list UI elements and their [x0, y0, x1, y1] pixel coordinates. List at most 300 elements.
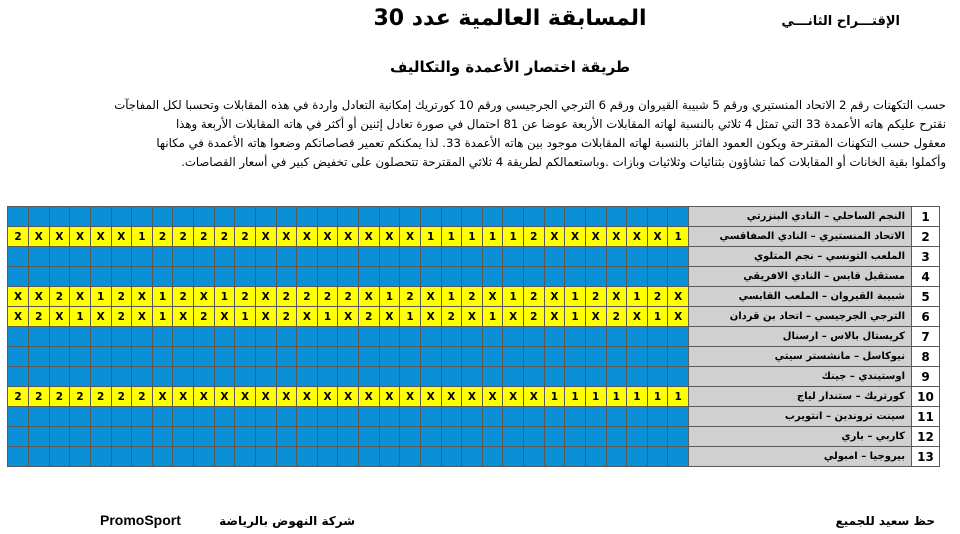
prediction-cell: X — [503, 387, 524, 407]
match-name: النجم الساحلي – النادي البنزرتي — [689, 207, 912, 227]
empty-cell — [338, 447, 359, 467]
prediction-cell: 1 — [627, 287, 648, 307]
prediction-cell: 1 — [565, 387, 586, 407]
empty-cell — [565, 367, 586, 387]
empty-cell — [462, 207, 483, 227]
prediction-cell: 2 — [317, 287, 338, 307]
prediction-cell: X — [194, 387, 215, 407]
empty-cell — [132, 207, 153, 227]
empty-cell — [585, 247, 606, 267]
prediction-cell: X — [276, 387, 297, 407]
empty-cell — [49, 207, 70, 227]
empty-cell — [647, 207, 668, 227]
empty-cell — [379, 207, 400, 227]
empty-cell — [503, 327, 524, 347]
empty-cell — [606, 347, 627, 367]
prediction-cell: 1 — [544, 387, 565, 407]
prediction-cell: 2 — [173, 227, 194, 247]
prediction-cell: X — [255, 387, 276, 407]
empty-cell — [8, 447, 29, 467]
prediction-cell: X — [379, 307, 400, 327]
empty-cell — [235, 447, 256, 467]
row-number: 8 — [912, 347, 940, 367]
empty-cell — [70, 247, 91, 267]
empty-cell — [544, 367, 565, 387]
prediction-cell: 2 — [359, 307, 380, 327]
prediction-cell: 1 — [235, 307, 256, 327]
empty-cell — [503, 347, 524, 367]
empty-cell — [214, 267, 235, 287]
empty-cell — [606, 327, 627, 347]
prediction-cell: 1 — [420, 227, 441, 247]
empty-cell — [647, 367, 668, 387]
empty-cell — [70, 367, 91, 387]
prediction-cell: 1 — [668, 387, 689, 407]
empty-cell — [503, 427, 524, 447]
empty-cell — [503, 407, 524, 427]
empty-cell — [90, 247, 111, 267]
empty-cell — [503, 367, 524, 387]
empty-cell — [214, 367, 235, 387]
prediction-cell: X — [338, 227, 359, 247]
empty-cell — [544, 347, 565, 367]
empty-cell — [441, 347, 462, 367]
empty-cell — [420, 347, 441, 367]
prediction-cell: X — [359, 387, 380, 407]
empty-cell — [276, 207, 297, 227]
match-name: كاربي – باري — [689, 427, 912, 447]
prediction-cell: X — [194, 287, 215, 307]
empty-cell — [482, 367, 503, 387]
prediction-cell: X — [606, 287, 627, 307]
empty-cell — [70, 447, 91, 467]
empty-cell — [235, 207, 256, 227]
prediction-cell: 2 — [606, 307, 627, 327]
prediction-cell: 2 — [132, 387, 153, 407]
empty-cell — [194, 207, 215, 227]
empty-cell — [462, 327, 483, 347]
prediction-cell: 1 — [482, 307, 503, 327]
prediction-cell: X — [152, 387, 173, 407]
empty-cell — [70, 347, 91, 367]
empty-cell — [317, 267, 338, 287]
empty-cell — [297, 347, 318, 367]
empty-cell — [297, 207, 318, 227]
empty-cell — [544, 267, 565, 287]
empty-cell — [90, 367, 111, 387]
prediction-cell: X — [668, 287, 689, 307]
prediction-cell: 2 — [462, 287, 483, 307]
empty-cell — [482, 447, 503, 467]
grid-row — [8, 407, 940, 427]
empty-cell — [544, 247, 565, 267]
row-number: 1 — [912, 207, 940, 227]
prediction-cell: 2 — [194, 307, 215, 327]
empty-cell — [524, 347, 545, 367]
prediction-cell: X — [90, 227, 111, 247]
empty-cell — [668, 347, 689, 367]
prediction-cell: X — [359, 227, 380, 247]
prediction-cell: 2 — [647, 287, 668, 307]
empty-cell — [132, 367, 153, 387]
empty-cell — [214, 207, 235, 227]
grid-row — [8, 327, 940, 347]
empty-cell — [297, 427, 318, 447]
prediction-cell: X — [111, 227, 132, 247]
empty-cell — [49, 367, 70, 387]
empty-cell — [503, 267, 524, 287]
prediction-cell: 1 — [441, 287, 462, 307]
prediction-cell: X — [668, 307, 689, 327]
row-number: 2 — [912, 227, 940, 247]
match-name: الملعب التونسي – نجم المتلوي — [689, 247, 912, 267]
empty-cell — [462, 427, 483, 447]
prediction-cell: X — [544, 307, 565, 327]
empty-cell — [627, 407, 648, 427]
empty-cell — [49, 247, 70, 267]
empty-cell — [194, 427, 215, 447]
empty-cell — [359, 207, 380, 227]
empty-cell — [152, 447, 173, 467]
empty-cell — [400, 427, 421, 447]
empty-cell — [565, 267, 586, 287]
empty-cell — [276, 447, 297, 467]
prediction-cell: X — [400, 387, 421, 407]
prediction-cell: X — [29, 287, 50, 307]
prediction-cell: X — [544, 287, 565, 307]
match-name: الترجي الجرجيسي – اتحاد بن قردان — [689, 307, 912, 327]
empty-cell — [255, 327, 276, 347]
empty-cell — [420, 267, 441, 287]
empty-cell — [400, 267, 421, 287]
empty-cell — [152, 407, 173, 427]
prediction-cell: 1 — [152, 287, 173, 307]
empty-cell — [235, 247, 256, 267]
empty-cell — [152, 207, 173, 227]
prediction-cell: 1 — [503, 227, 524, 247]
grid-row — [8, 307, 940, 327]
empty-cell — [29, 447, 50, 467]
empty-cell — [482, 247, 503, 267]
empty-cell — [317, 447, 338, 467]
empty-cell — [235, 327, 256, 347]
empty-cell — [111, 367, 132, 387]
empty-cell — [668, 427, 689, 447]
empty-cell — [400, 247, 421, 267]
prediction-cell: 1 — [132, 227, 153, 247]
empty-cell — [627, 327, 648, 347]
empty-cell — [585, 367, 606, 387]
empty-cell — [544, 447, 565, 467]
prediction-cell: X — [214, 307, 235, 327]
empty-cell — [8, 347, 29, 367]
prediction-cell: X — [627, 227, 648, 247]
prediction-cell: 2 — [235, 287, 256, 307]
empty-cell — [359, 347, 380, 367]
empty-cell — [173, 267, 194, 287]
prediction-cell: X — [255, 307, 276, 327]
empty-cell — [255, 207, 276, 227]
prediction-cell: 1 — [565, 307, 586, 327]
prediction-cell: X — [606, 227, 627, 247]
empty-cell — [359, 407, 380, 427]
prediction-cell: 2 — [70, 387, 91, 407]
empty-cell — [503, 207, 524, 227]
empty-cell — [317, 247, 338, 267]
empty-cell — [194, 267, 215, 287]
prediction-cell: X — [49, 307, 70, 327]
grid-row — [8, 287, 940, 307]
prediction-cell: X — [585, 227, 606, 247]
empty-cell — [585, 327, 606, 347]
prediction-cell: X — [647, 227, 668, 247]
prediction-cell: 2 — [276, 287, 297, 307]
prediction-cell: X — [544, 227, 565, 247]
grid-row — [8, 247, 940, 267]
footer-luck: حظ سعيد للجميع — [835, 514, 935, 528]
prediction-cell: 2 — [90, 387, 111, 407]
empty-cell — [29, 367, 50, 387]
empty-cell — [565, 207, 586, 227]
empty-cell — [585, 347, 606, 367]
prediction-cell: 1 — [565, 287, 586, 307]
empty-cell — [173, 207, 194, 227]
empty-cell — [173, 427, 194, 447]
empty-cell — [317, 427, 338, 447]
prediction-cell: 1 — [647, 307, 668, 327]
prediction-cell: X — [70, 227, 91, 247]
empty-cell — [276, 247, 297, 267]
prediction-cell: X — [90, 307, 111, 327]
row-number: 5 — [912, 287, 940, 307]
empty-cell — [214, 447, 235, 467]
empty-cell — [49, 347, 70, 367]
footer-brand: PromoSport — [100, 512, 181, 528]
intro-line: نقترح عليكم هاته الأعمدة 33 التي تمثل 4 ثلاثي بالنسبة لهاته المقابلات الأربعة عوضا عن 81 احتمال في صورة تعادل إثنين أو أكثر في هاته المقابلات الأربعة وهذا — [175, 117, 946, 131]
row-number: 7 — [912, 327, 940, 347]
empty-cell — [8, 407, 29, 427]
empty-cell — [565, 407, 586, 427]
match-name: الاتحاد المنستيري – النادي الصفاقسي — [689, 227, 912, 247]
empty-cell — [173, 367, 194, 387]
prediction-cell: 1 — [317, 307, 338, 327]
empty-cell — [297, 327, 318, 347]
prediction-cell: 1 — [503, 287, 524, 307]
empty-cell — [441, 267, 462, 287]
empty-cell — [49, 447, 70, 467]
empty-cell — [29, 407, 50, 427]
empty-cell — [379, 407, 400, 427]
prediction-cell: X — [379, 227, 400, 247]
empty-cell — [338, 407, 359, 427]
match-name: مستقبل قابس – النادي الافريقي — [689, 267, 912, 287]
empty-cell — [49, 267, 70, 287]
match-name: اوستيندي – جينك — [689, 367, 912, 387]
empty-cell — [90, 447, 111, 467]
empty-cell — [29, 327, 50, 347]
grid-row — [8, 207, 940, 227]
prediction-cell: 2 — [297, 287, 318, 307]
empty-cell — [544, 407, 565, 427]
empty-cell — [400, 367, 421, 387]
empty-cell — [49, 327, 70, 347]
prediction-cell: 2 — [111, 387, 132, 407]
empty-cell — [338, 247, 359, 267]
empty-cell — [214, 407, 235, 427]
prediction-cell: X — [400, 227, 421, 247]
empty-cell — [606, 247, 627, 267]
empty-cell — [606, 207, 627, 227]
empty-cell — [524, 427, 545, 447]
empty-cell — [235, 407, 256, 427]
empty-cell — [441, 207, 462, 227]
empty-cell — [359, 447, 380, 467]
empty-cell — [235, 367, 256, 387]
empty-cell — [90, 327, 111, 347]
empty-cell — [441, 367, 462, 387]
empty-cell — [194, 347, 215, 367]
empty-cell — [524, 267, 545, 287]
grid-row — [8, 347, 940, 367]
page-subtitle: طريقة اختصار الأعمدة والتكاليف — [389, 58, 631, 76]
prediction-cell: 2 — [235, 227, 256, 247]
empty-cell — [482, 347, 503, 367]
empty-cell — [647, 247, 668, 267]
empty-cell — [317, 207, 338, 227]
empty-cell — [90, 207, 111, 227]
row-number: 3 — [912, 247, 940, 267]
prediction-cell: 2 — [276, 307, 297, 327]
empty-cell — [194, 447, 215, 467]
empty-cell — [565, 347, 586, 367]
empty-cell — [627, 267, 648, 287]
prediction-cell: 1 — [441, 227, 462, 247]
prediction-cell: X — [255, 287, 276, 307]
empty-cell — [668, 327, 689, 347]
empty-cell — [111, 427, 132, 447]
prediction-cell: X — [359, 287, 380, 307]
prediction-cell: X — [132, 307, 153, 327]
empty-cell — [29, 347, 50, 367]
empty-cell — [420, 447, 441, 467]
prediction-cell: 2 — [49, 287, 70, 307]
empty-cell — [90, 427, 111, 447]
empty-cell — [29, 247, 50, 267]
empty-cell — [359, 427, 380, 447]
row-number: 10 — [912, 387, 940, 407]
empty-cell — [8, 367, 29, 387]
row-number: 12 — [912, 427, 940, 447]
prediction-cell: X — [524, 387, 545, 407]
prediction-cell: X — [297, 307, 318, 327]
empty-cell — [359, 267, 380, 287]
empty-cell — [90, 267, 111, 287]
empty-cell — [255, 267, 276, 287]
prediction-cell: X — [482, 387, 503, 407]
empty-cell — [544, 327, 565, 347]
empty-cell — [359, 247, 380, 267]
empty-cell — [606, 447, 627, 467]
empty-cell — [462, 247, 483, 267]
empty-cell — [668, 367, 689, 387]
row-number: 9 — [912, 367, 940, 387]
prediction-cell: 2 — [585, 287, 606, 307]
empty-cell — [544, 207, 565, 227]
empty-cell — [173, 247, 194, 267]
empty-cell — [338, 267, 359, 287]
empty-cell — [8, 267, 29, 287]
empty-cell — [317, 407, 338, 427]
empty-cell — [90, 347, 111, 367]
empty-cell — [111, 327, 132, 347]
prediction-cell: X — [235, 387, 256, 407]
empty-cell — [132, 447, 153, 467]
empty-cell — [152, 247, 173, 267]
empty-cell — [544, 427, 565, 447]
prediction-cell: X — [441, 387, 462, 407]
grid-row — [8, 227, 940, 247]
empty-cell — [647, 427, 668, 447]
empty-cell — [462, 347, 483, 367]
empty-cell — [338, 347, 359, 367]
empty-cell — [297, 447, 318, 467]
empty-cell — [132, 247, 153, 267]
empty-cell — [400, 347, 421, 367]
empty-cell — [152, 427, 173, 447]
empty-cell — [276, 367, 297, 387]
proposal-label: الإقتـــراح الثانـــي — [781, 14, 900, 29]
empty-cell — [627, 247, 648, 267]
empty-cell — [524, 327, 545, 347]
empty-cell — [627, 347, 648, 367]
empty-cell — [462, 447, 483, 467]
prediction-cell: X — [317, 387, 338, 407]
prediction-cell: 2 — [524, 307, 545, 327]
empty-cell — [70, 407, 91, 427]
empty-cell — [255, 447, 276, 467]
empty-cell — [606, 367, 627, 387]
empty-cell — [235, 267, 256, 287]
empty-cell — [668, 247, 689, 267]
empty-cell — [359, 367, 380, 387]
empty-cell — [462, 407, 483, 427]
empty-cell — [132, 347, 153, 367]
prediction-cell: 2 — [111, 307, 132, 327]
empty-cell — [338, 367, 359, 387]
empty-cell — [524, 447, 545, 467]
prediction-cell: X — [8, 307, 29, 327]
empty-cell — [194, 247, 215, 267]
empty-cell — [255, 407, 276, 427]
empty-cell — [524, 407, 545, 427]
row-number: 11 — [912, 407, 940, 427]
grid-row — [8, 447, 940, 467]
empty-cell — [627, 207, 648, 227]
empty-cell — [49, 427, 70, 447]
empty-cell — [235, 427, 256, 447]
empty-cell — [194, 327, 215, 347]
prediction-cell: 1 — [627, 387, 648, 407]
match-name: كريستال بالاس – ارسنال — [689, 327, 912, 347]
prediction-cell: 2 — [441, 307, 462, 327]
empty-cell — [235, 347, 256, 367]
empty-cell — [70, 207, 91, 227]
prediction-cell: X — [338, 387, 359, 407]
empty-cell — [379, 247, 400, 267]
intro-line: حسب التكهنات رقم 2 الاتحاد المنستيري ورقم 5 شبيبة القيروان ورقم 6 الترجي الجرجيسي ورقم 10 كورتريك إمكانية التعادل واردة في هذه المقابلات وتحسبا لكل المفاجآت — [114, 98, 946, 112]
empty-cell — [400, 447, 421, 467]
empty-cell — [585, 207, 606, 227]
